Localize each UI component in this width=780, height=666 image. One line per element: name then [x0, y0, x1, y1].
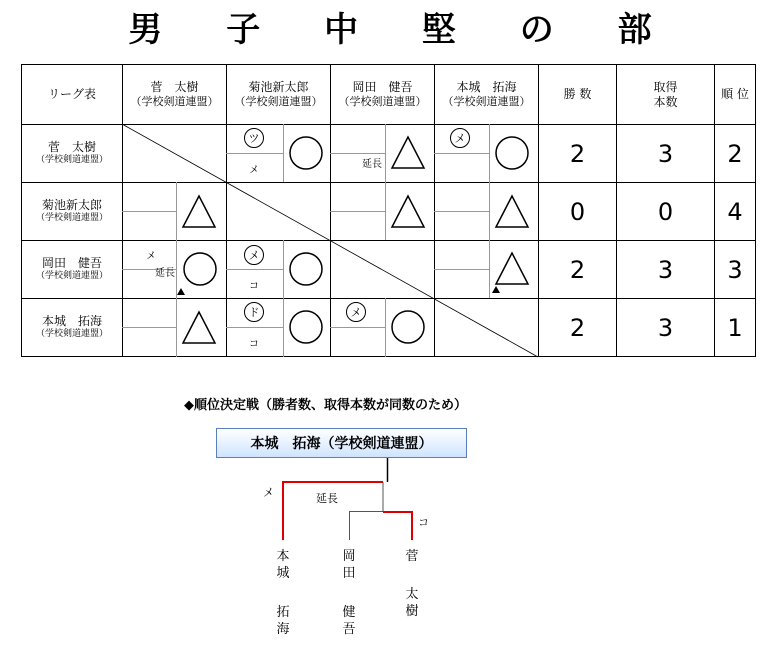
wins-value: 2 [569, 139, 586, 168]
do-mark-circled: ド [244, 302, 264, 322]
wins-value: 0 [569, 197, 586, 226]
men-mark-circled: メ [450, 128, 470, 148]
wins-value: 2 [569, 313, 586, 342]
win-circle [290, 137, 322, 169]
header-player-4: 本城 拓海 （学校剣道連盟） [442, 80, 531, 109]
points-value: 3 [657, 139, 674, 168]
draw-triangle [496, 253, 528, 284]
playoff-heading: ◆順位決定戦（勝者数、取得本数が同数のため） [184, 398, 467, 413]
draw-triangle [496, 196, 528, 227]
page-title: 男 子 中 堅 の 部 [128, 10, 678, 50]
kote-mark: コ [249, 339, 259, 350]
men-mark: メ [249, 165, 259, 176]
row-player-4: 本城 拓海 （学校剣道連盟） [35, 314, 108, 340]
bracket-player-2-surname: 岡 田 [342, 549, 356, 581]
draw-triangle [392, 137, 424, 168]
win-circle [290, 253, 322, 285]
rank-value: 2 [727, 139, 743, 168]
men-mark: メ [146, 251, 156, 262]
bracket-player-2-given: 健 吾 [342, 605, 356, 637]
kote-mark: コ [249, 281, 259, 292]
table-corner-label: リーグ表 [47, 87, 96, 101]
header-points: 取得 本数 [653, 79, 678, 109]
bracket-men-mark: メ [263, 486, 274, 499]
row-player-2: 菊池新太郎 （学校剣道連盟） [35, 198, 108, 224]
men-mark-circled: メ [346, 302, 366, 322]
rank-value: 3 [727, 255, 743, 284]
bracket-player-3-surname: 菅 [405, 549, 419, 564]
points-value: 3 [657, 255, 674, 284]
header-player-3: 岡田 健吾 （学校剣道連盟） [338, 80, 427, 109]
win-circle [290, 311, 322, 343]
points-value: 0 [657, 197, 674, 226]
draw-triangle [183, 196, 215, 227]
bracket-kote-mark: コ [418, 516, 429, 529]
bracket-player-3-given: 太 樹 [405, 587, 419, 619]
black-triangle-mark [177, 288, 185, 295]
win-circle [184, 253, 216, 285]
bracket-encho-label: 延長 [316, 492, 338, 505]
header-rank: 順 位 [721, 87, 749, 101]
tsuki-mark: ツ [244, 128, 264, 148]
draw-triangle [183, 312, 215, 343]
black-triangle-mark [492, 286, 500, 293]
encho-label: 延長 [155, 268, 175, 279]
header-player-2: 菊池新太郎 （学校剣道連盟） [234, 80, 323, 109]
row-player-3: 岡田 健吾 （学校剣道連盟） [35, 256, 108, 282]
men-mark-circled: メ [244, 245, 264, 265]
win-circle [392, 311, 424, 343]
bracket-player-1-surname: 本 城 [276, 549, 290, 581]
header-player-1: 菅 太樹 （学校剣道連盟） [130, 80, 219, 109]
wins-value: 2 [569, 255, 586, 284]
encho-label: 延長 [362, 159, 382, 170]
playoff-winner-box: 本城 拓海（学校剣道連盟） [216, 428, 467, 458]
header-wins: 勝 数 [563, 87, 592, 101]
points-value: 3 [657, 313, 674, 342]
rank-value: 4 [727, 197, 743, 226]
win-circle [496, 137, 528, 169]
row-player-1: 菅 太樹 （学校剣道連盟） [35, 140, 108, 166]
bracket-player-1-given: 拓 海 [276, 605, 290, 637]
draw-triangle [392, 196, 424, 227]
rank-value: 1 [727, 313, 743, 342]
